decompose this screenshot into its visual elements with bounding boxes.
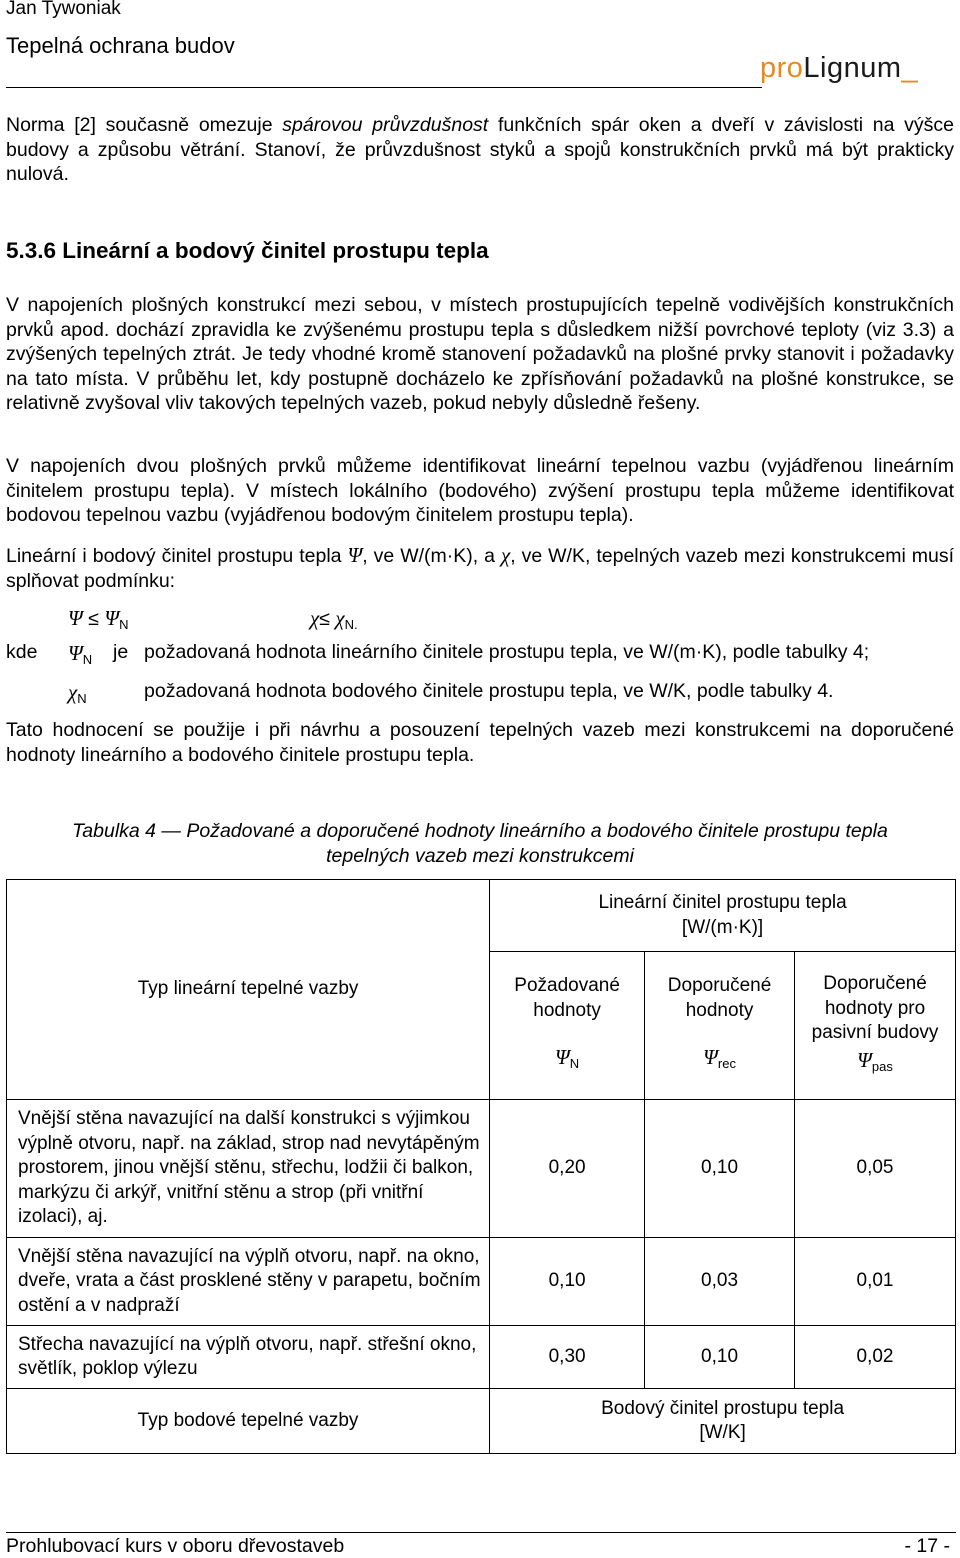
definition-psi-symbol: $\Psi_N$ [68,641,93,667]
paragraph-1: V napojeních plošných konstrukcí mezi sebou, v místech prostupujících tepelně vodivějších konstrukčních prvků apod. dochází zpravidla ke zvýšenému prostupu tepla s důsledkem nižší povrchové teploty (viz 3.3) a zvýšených tepelných ztrát. Je tedy vhodné kromě stanovení požadavků na plošné prvky stanovit i požadavky na tato místa. V průběhu let, kdy postupně docházelo ke zpřísňování požadavků na plošné konstrukce, se relativně zvyšoval vliv takových tepelných vazeb, pokud nebyly důsledně řešeny. [6,294,954,414]
intro-text-1: Norma [2] současně omezuje [6,114,283,136]
paragraph-3-a: Lineární i bodový činitel prostupu tepla [6,545,348,567]
paragraph-3-c: , ve W/K, tepelných vazeb mezi konstrukcemi musí splňovat podmínku: [6,545,954,592]
row-3-desc: Střecha navazující na výplň otvoru, např. střešní okno, světlík, poklop výlezu [7,1326,490,1389]
psi-symbol: Ψ [347,543,363,567]
header-point-group: Bodový činitel prostupu tepla [W/K] [490,1389,956,1454]
page-number: - 17 - [904,1535,950,1557]
header-rule [6,87,762,88]
row-3-recommended: 0,10 [645,1326,795,1389]
chi-symbol: χ [500,543,511,567]
prolignum-logo [760,52,918,85]
row-2-required: 0,10 [490,1238,645,1326]
header-type-point: Typ bodové tepelné vazby [7,1389,490,1454]
logo-dash: _ [901,52,919,84]
logo-pro: pro [760,52,804,84]
section-heading: 5.3.6 Lineární a bodový činitel prostupu tepla [6,238,489,263]
logo-lignum: Lignum [803,52,902,84]
paragraph-2: V napojeních dvou plošných prvků můžeme identifikovat lineární tepelnou vazbu (vyjádřenou lineárním činitelem prostupu tepla). V místech lokálního (bodového) zvýšení prostupu tepla můžeme identifikovat bodovou tepelnou vazbu (vyjádřenou bodovým činitelem prostupu tepla). [6,455,954,526]
requirements-table [6,879,956,1454]
intro-emphasis: spárovou průvzdušnost [282,114,489,136]
paragraph-4: Tato hodnocení se použije i při návrhu a posouzení tepelných vazeb mezi konstrukcemi na doporučené hodnoty lineárního a bodového činitele prostupu tepla. [6,719,954,766]
footer-course: Prohlubovací kurs v oboru dřevostaveb [6,1535,345,1557]
definition-chi-symbol: $\chi_N$ [68,680,87,706]
table-row [7,1389,956,1454]
row-1-desc: Vnější stěna navazující na další konstrukci s výjimkou výplně otvoru, např. na základ, strop nad nevytápěným prostorem, jinou vnější stěnu, střechu, lodžii či balkon, markýzu či arkýř, vnitřní stěnu a strop (při vnitřní izolaci), aj. [7,1100,490,1238]
header-recommended: Doporučené hodnoty $\Psi_{rec}$ [645,952,795,1100]
definition-psi-text: požadovaná hodnota lineárního činitele prostupu tepla, ve W/(m·K), podle tabulky 4; [144,641,870,663]
row-3-passive: 0,02 [795,1326,956,1389]
header-required: Požadované hodnoty $\Psi_N$ [490,952,645,1100]
header-linear-group: Lineární činitel prostupu tepla [W/(m·K)] [490,880,956,952]
row-1-passive: 0,05 [795,1100,956,1238]
footer-rule [6,1532,956,1533]
header-author: Jan Tywoniak [6,0,121,19]
row-2-desc: Vnější stěna navazující na výplň otvoru, např. na okno, dveře, vrata a část prosklené stěny v parapetu, bočním ostění a v nadpraží [7,1238,490,1326]
intro-paragraph [6,113,954,187]
table-row [7,1326,956,1389]
definition-je: je [113,641,129,663]
intro-text-2: funkčních spár oken a dveří v závislosti na výšce budovy a způsobu větrání. Stanoví, že průvzdušnost styků a spojů konstrukčních prvků má být prakticky nulová. [6,114,955,185]
header-passive: Doporučené hodnoty pro pasivní budovy $\Psi_{pas}$ [795,952,956,1100]
row-2-recommended: 0,03 [645,1238,795,1326]
condition-psi: $\Psi \le \Psi_N$ [68,606,129,632]
header-type-linear: Typ lineární tepelné vazby [7,880,490,1100]
definition-kde: kde [6,641,38,663]
row-3-required: 0,30 [490,1326,645,1389]
row-1-required: 0,20 [490,1100,645,1238]
paragraph-3 [6,543,954,593]
condition-chi: $\chi\le \chi_{N.}$ [310,606,358,632]
definition-chi-text: požadovaná hodnota bodového činitele prostupu tepla, ve W/K, podle tabulky 4. [144,680,834,702]
table-row [7,1238,956,1326]
paragraph-3-b: , ve W/(m·K), a [362,545,501,567]
row-1-recommended: 0,10 [645,1100,795,1238]
row-2-passive: 0,01 [795,1238,956,1326]
header-title: Tepelná ochrana budov [6,33,235,58]
table-caption: Tabulka 4 — Požadované a doporučené hodnoty lineárního a bodového činitele prostupu tepla tepelných vazeb mezi konstrukcemi [72,820,888,867]
table-row [7,1100,956,1238]
